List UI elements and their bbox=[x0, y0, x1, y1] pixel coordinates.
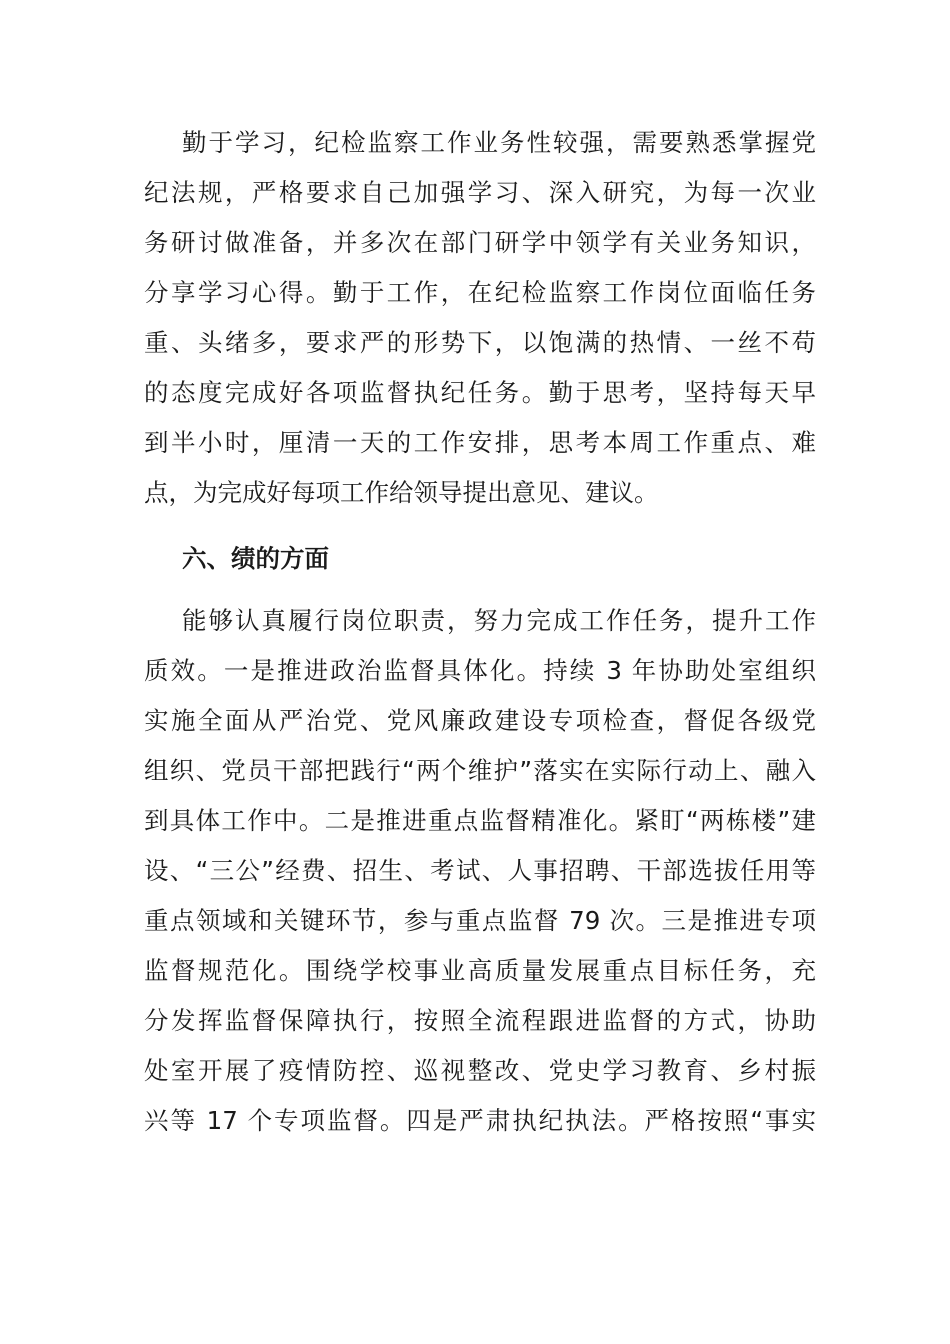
paragraph-line: 质效。一是推进政治监督具体化。持续 3 年协助处室组织 bbox=[144, 656, 816, 685]
paragraph-line: 勤于学习，纪检监察工作业务性较强，需要熟悉掌握党 bbox=[182, 128, 816, 157]
paragraph-line: 重、头绪多，要求严的形势下，以饱满的热情、一丝不苟 bbox=[144, 328, 816, 357]
paragraph-line: 分享学习心得。勤于工作，在纪检监察工作岗位面临任务 bbox=[144, 278, 816, 307]
paragraph-line: 务研讨做准备，并多次在部门研学中领学有关业务知识， bbox=[144, 228, 816, 257]
paragraph-line: 点，为完成好每项工作给领导提出意见、建议。 bbox=[144, 478, 659, 507]
paragraph-line: 监督规范化。围绕学校事业高质量发展重点目标任务，充 bbox=[144, 956, 816, 985]
paragraph-line: 能够认真履行岗位职责，努力完成工作任务，提升工作 bbox=[182, 606, 816, 635]
paragraph-line: 的态度完成好各项监督执纪任务。勤于思考，坚持每天早 bbox=[144, 378, 816, 407]
paragraph-line: 分发挥监督保障执行，按照全流程跟进监督的方式，协助 bbox=[144, 1006, 816, 1035]
paragraph-line: 到半小时，厘清一天的工作安排，思考本周工作重点、难 bbox=[144, 428, 816, 457]
paragraph-line: 设、“三公”经费、招生、考试、人事招聘、干部选拔任用等 bbox=[144, 856, 816, 885]
paragraph-line: 处室开展了疫情防控、巡视整改、党史学习教育、乡村振 bbox=[144, 1056, 816, 1085]
paragraph-line: 组织、党员干部把践行“两个维护”落实在实际行动上、融入 bbox=[144, 756, 816, 785]
paragraph-line: 重点领域和关键环节，参与重点监督 79 次。三是推进专项 bbox=[144, 906, 816, 935]
paragraph-line: 到具体工作中。二是推进重点监督精准化。紧盯“两栋楼”建 bbox=[144, 806, 816, 835]
paragraph-line: 纪法规，严格要求自己加强学习、深入研究，为每一次业 bbox=[144, 178, 816, 207]
paragraph-line: 兴等 17 个专项监督。四是严肃执纪执法。严格按照“事实 bbox=[144, 1106, 816, 1135]
paragraph-line: 实施全面从严治党、党风廉政建设专项检查，督促各级党 bbox=[144, 706, 816, 735]
section-heading: 六、绩的方面 bbox=[182, 544, 329, 573]
